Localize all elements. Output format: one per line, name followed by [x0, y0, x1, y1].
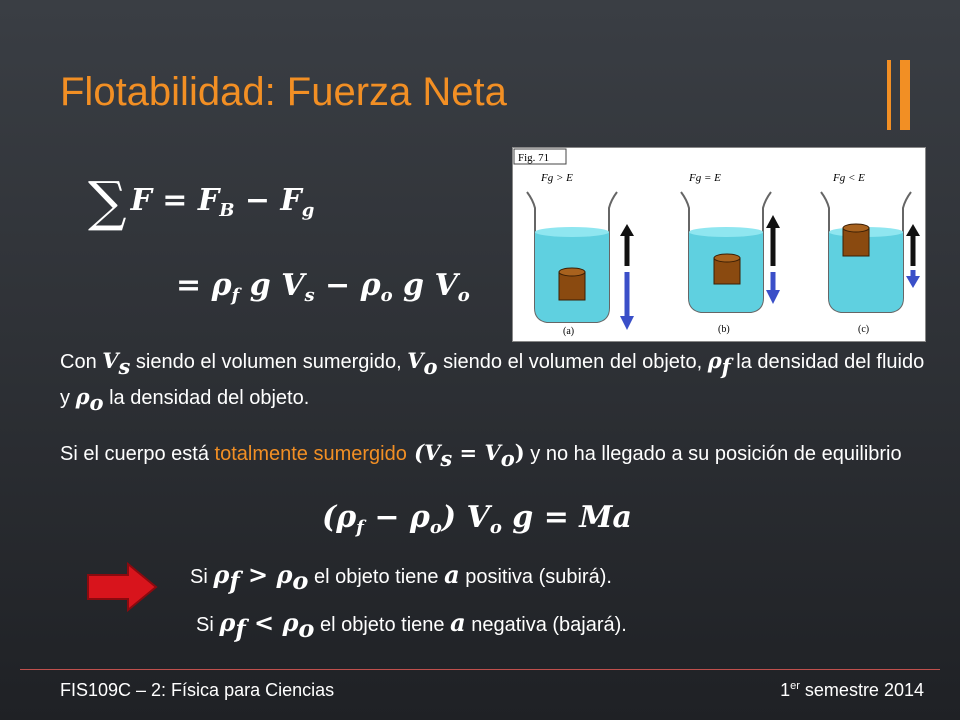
footer-divider: [20, 669, 940, 670]
motion-equation: $(\rho_f - \rho_o)$ $V_o$ g = Ma: [322, 500, 632, 538]
panel-b-caption: (b): [718, 324, 730, 335]
panel-a-condition: Fg > E: [541, 172, 573, 184]
density-equation: = $\rho_f$ g $V_s - \rho_o$ g $V_o$: [176, 268, 470, 306]
buoyancy-figure: [512, 147, 926, 342]
panel-b-condition: Fg = E: [689, 172, 721, 184]
variables-paragraph: Con $V_s$ siendo el volumen sumergido, $V_o$ siendo el volumen del objeto, $\rho_f$ la densidad del fluido y $\rho_o$ la densidad del objeto.: [60, 348, 925, 415]
sum-symbol: ∑: [88, 170, 127, 233]
panel-c-caption: (c): [858, 324, 870, 335]
panel-b: [681, 172, 780, 335]
panel-a: [527, 172, 634, 337]
net-force-equation: ∑ $F = F_B - F_g$: [88, 170, 315, 233]
submerged-paragraph: Si el cuerpo está totalmente sumergido $(V_s = V_o)$ y no ha llegado a su posición de equilibrio: [60, 440, 902, 471]
accent-bar-thin: [887, 60, 891, 130]
panel-a-caption: (a): [563, 326, 575, 337]
condition-sink: Si $\rho_f < \rho_o$ el objeto tiene a negativa (bajará).: [196, 608, 627, 643]
slide-title: Flotabilidad: Fuerza Neta: [60, 70, 507, 114]
condition-rise: Si $\rho_f > \rho_o$ el objeto tiene a positiva (subirá).: [190, 560, 612, 595]
highlight-submerged: totalmente sumergido: [214, 443, 407, 465]
footer-course: FIS109C – 2: Física para Ciencias: [60, 680, 335, 700]
figure-label: Fig. 71: [518, 152, 550, 164]
red-arrow-icon: [86, 562, 158, 612]
footer-semester: 1er semestre 2014: [780, 680, 924, 700]
panel-c: [821, 172, 920, 335]
accent-bar-thick: [900, 60, 910, 130]
panel-c-condition: Fg < E: [833, 172, 865, 184]
